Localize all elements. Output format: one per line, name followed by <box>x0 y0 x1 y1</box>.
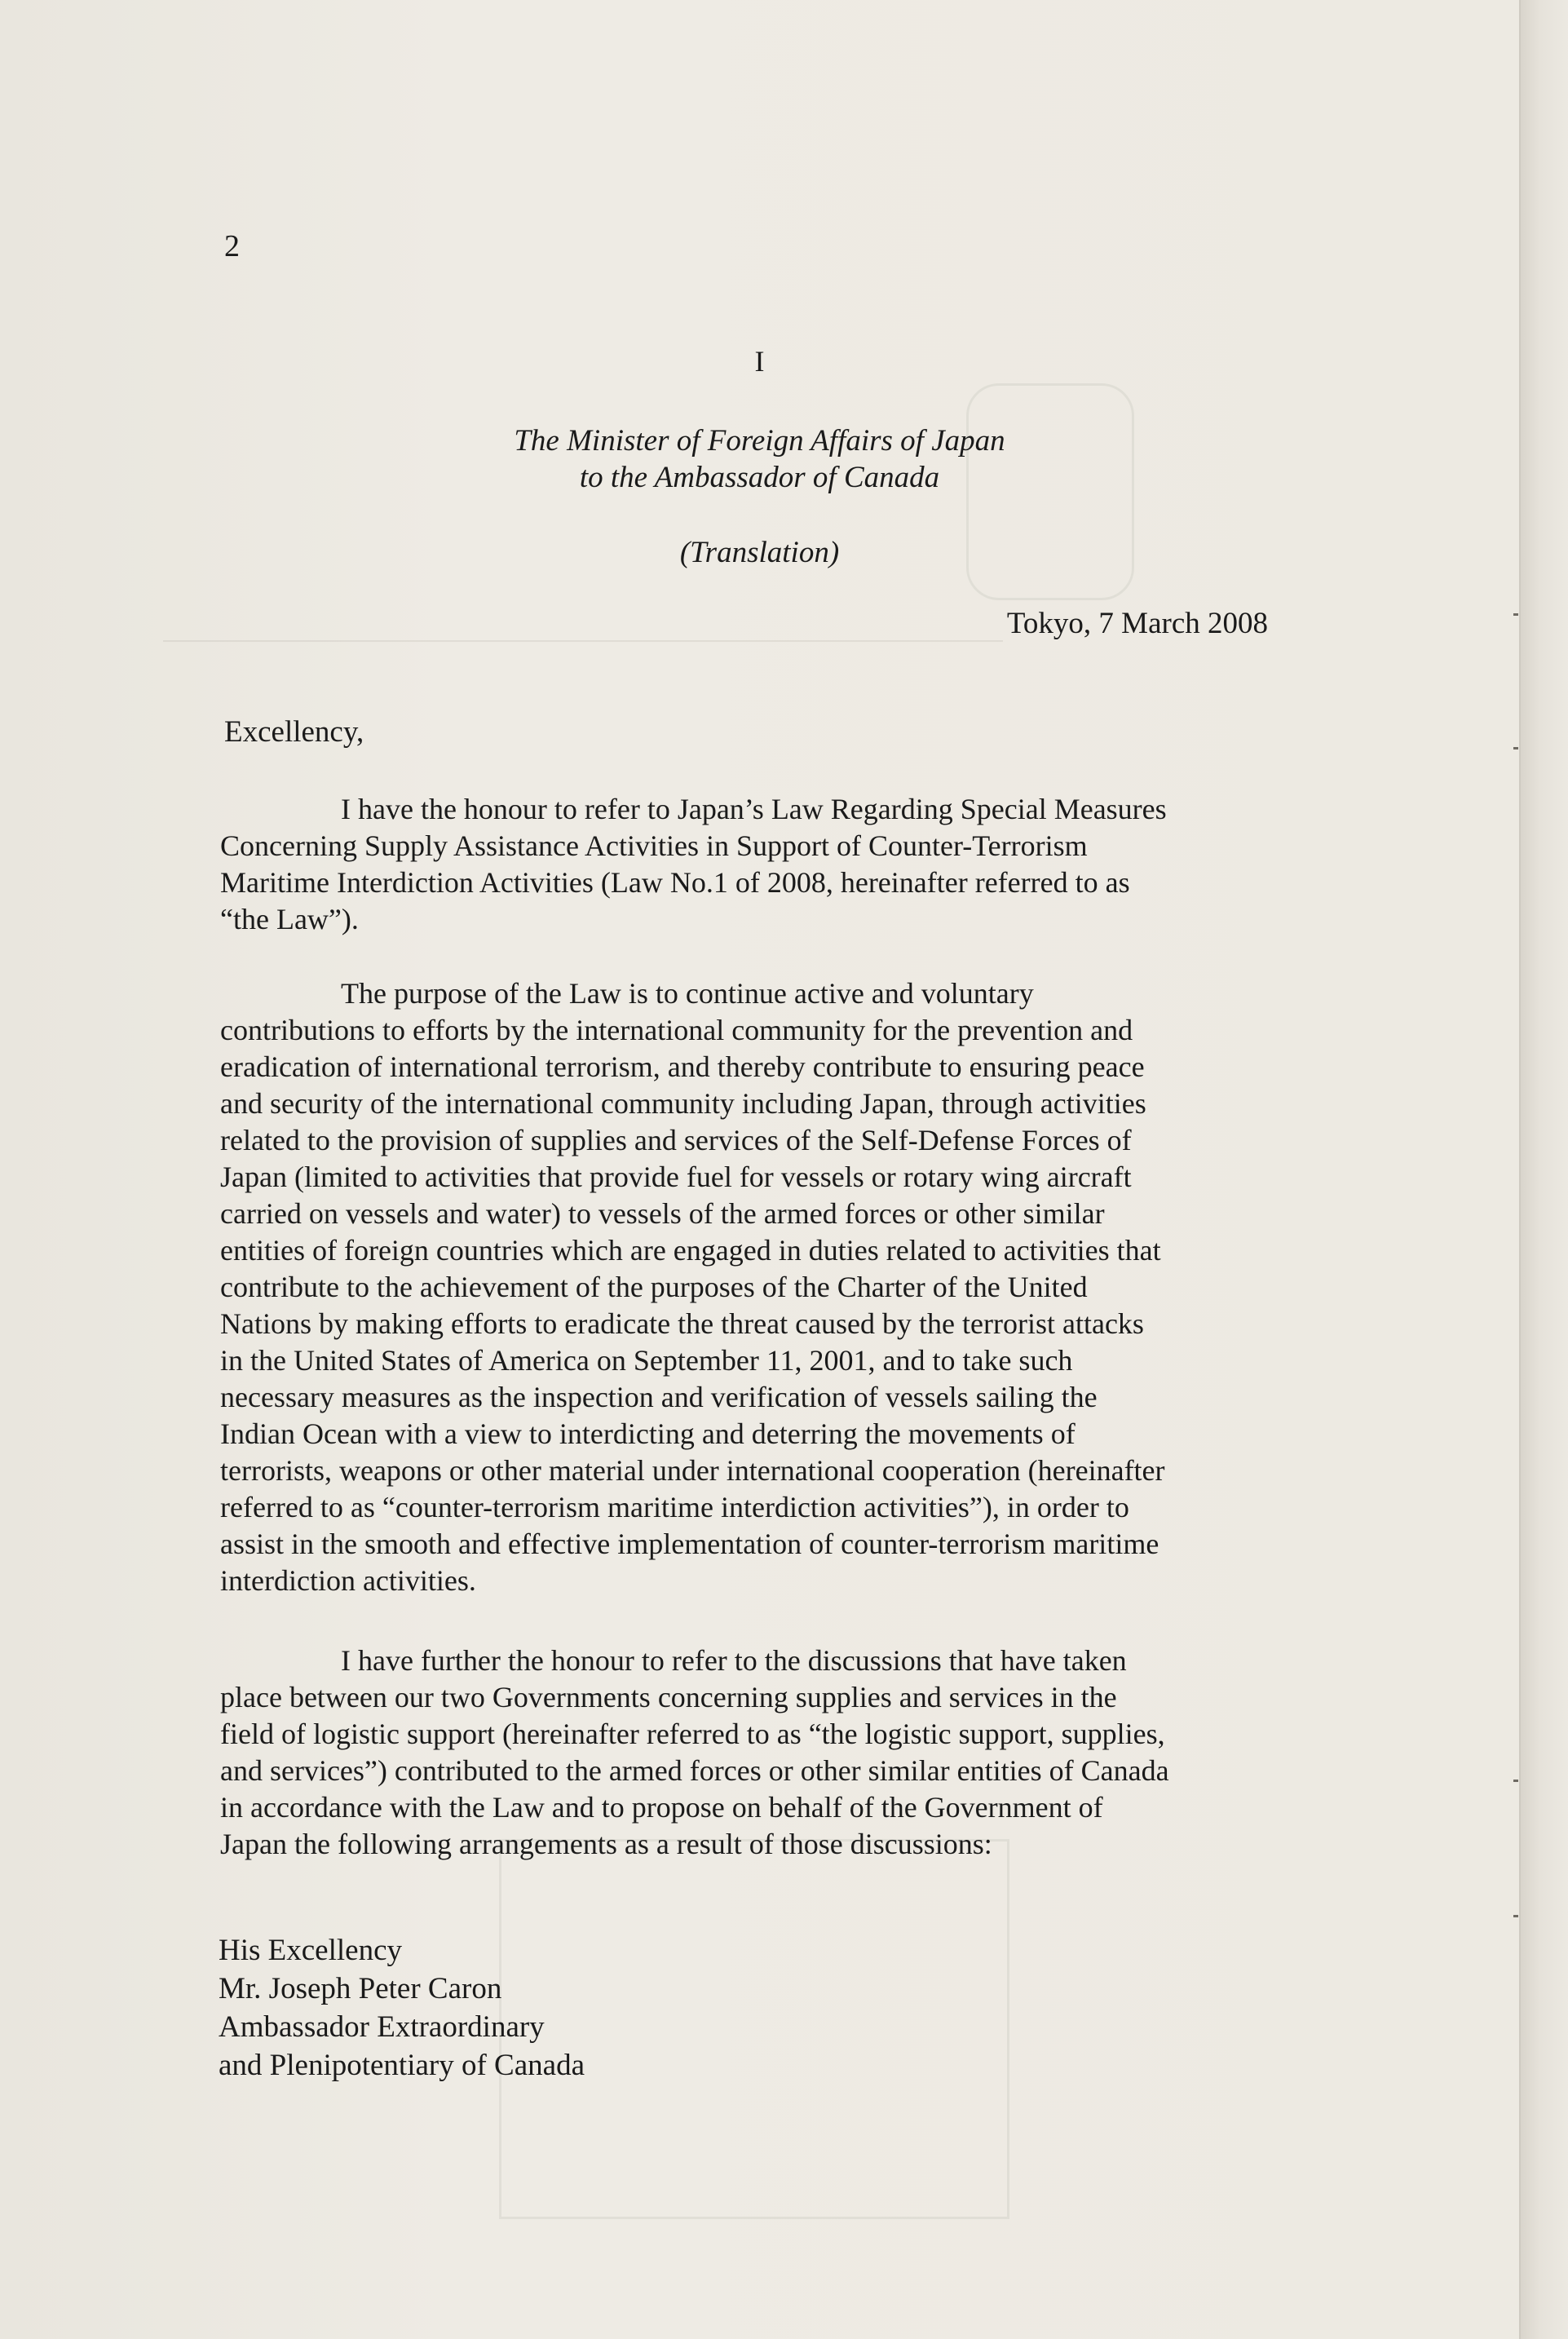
addressee-line-3: Ambassador Extraordinary <box>219 2010 545 2044</box>
paragraph-3: I have further the honour to refer to the discussions that have taken place between our two Governments concerning supplies and services in the field of logistic support (hereinafter referred to as “the logistic support, supplies, and services”) contributed to the armed forces or other similar entities of Canada in accordance with the Law and to propose on behalf of the Government of Japan the following arrangements as a result of those discussions: <box>220 1644 1169 1860</box>
edge-mark <box>1513 747 1518 749</box>
addressee-line-1: His Excellency <box>219 1934 402 1967</box>
section-numeral: I <box>754 345 765 378</box>
page-number: 2 <box>224 229 240 263</box>
letter-date: Tokyo, 7 March 2008 <box>1006 607 1268 640</box>
edge-mark <box>1513 1915 1518 1917</box>
paragraph-1: I have the honour to refer to Japan’s Law Regarding Special Measures Concerning Supply Assistance Activities in Support of Counter-Terrorism Maritime Interdiction Activities (Law No.1 of 2008, hereinafter referred to as “the Law”). <box>220 793 1167 935</box>
letter-heading-line-2: to the Ambassador of Canada <box>579 461 940 494</box>
addressee-line-4: and Plenipotentiary of Canada <box>219 2049 585 2082</box>
paragraph-2: The purpose of the Law is to continue active and voluntary contributions to efforts by the international community for the prevention and eradication of international terrorism, and thereby contribute to ensuring peace and security of the international community including Japan, through activities related to the provision of supplies and services of the Self-Defense Forces of Japan (limited to activities that provide fuel for vessels or rotary wing aircraft carried on vessels and water) to vessels of the armed forces or other similar entities of foreign countries which are engaged in duties related to activities that contribute to the achievement of the purposes of the Charter of the United Nations by making efforts to eradicate the threat caused by the terrorist attacks in the United States of America on September 11, 2001, and to take such necessary measures as the inspection and verification of vessels sailing the Indian Ocean with a view to interdicting and deterring the movements of terrorists, weapons or other material under international cooperation (hereinafter referred to as “counter-terrorism maritime interdiction activities”), in order to assist in the smooth and effective implementation of counter-terrorism maritime interdiction activities. <box>220 977 1165 1597</box>
letter-heading-line-1: The Minister of Foreign Affairs of Japan <box>514 424 1005 458</box>
bleed-through-rule <box>163 640 1003 642</box>
edge-mark <box>1513 1780 1518 1782</box>
addressee-line-2: Mr. Joseph Peter Caron <box>219 1972 502 2005</box>
page-edge <box>1519 0 1568 2339</box>
addressee-block <box>219 1931 585 2085</box>
translation-note: (Translation) <box>679 536 840 569</box>
edge-mark <box>1513 613 1518 616</box>
salutation: Excellency, <box>224 715 364 749</box>
